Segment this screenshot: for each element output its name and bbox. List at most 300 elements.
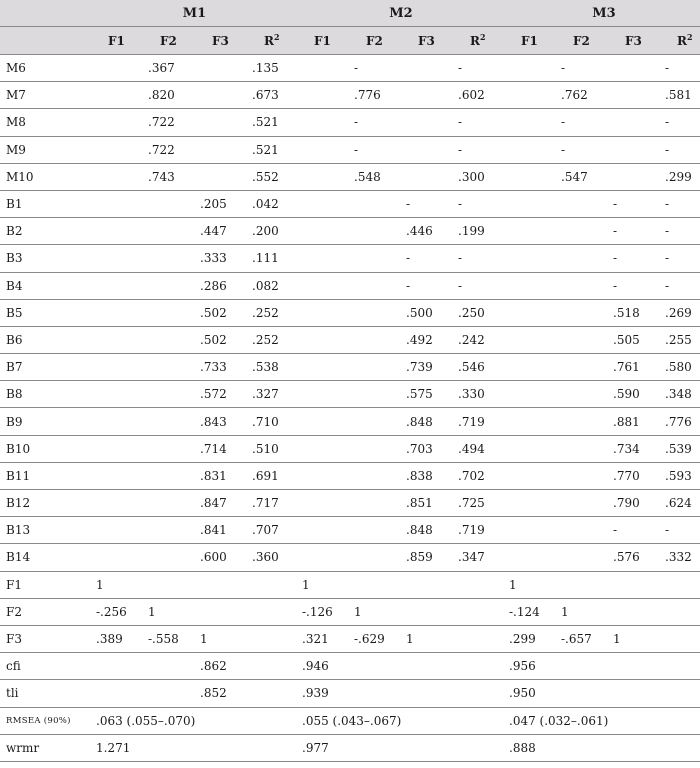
- table-row: [0, 218, 700, 245]
- table-cell: .702: [450, 462, 501, 489]
- table-cell: [501, 136, 553, 163]
- table-cell: .348: [657, 381, 700, 408]
- table-cell: [346, 272, 398, 299]
- table-cell: .739: [398, 354, 450, 381]
- table-cell: .572: [192, 381, 244, 408]
- table-cell: .776: [657, 408, 700, 435]
- table-cell: [553, 571, 605, 598]
- table-cell: [140, 435, 192, 462]
- row-label: F3: [0, 625, 88, 652]
- table-cell: -.558: [140, 625, 192, 652]
- table-cell: [346, 408, 398, 435]
- table-cell: [398, 55, 450, 82]
- table-cell: .762: [553, 82, 605, 109]
- table-cell: [346, 381, 398, 408]
- table-cell: [294, 136, 346, 163]
- fit-value: [140, 653, 192, 680]
- table-cell: -: [450, 190, 501, 217]
- table-cell: [192, 55, 244, 82]
- table-cell: [192, 109, 244, 136]
- table-cell: [294, 462, 346, 489]
- table-cell: [501, 109, 553, 136]
- table-cell: .841: [192, 517, 244, 544]
- fit-value: .946: [294, 653, 501, 680]
- table-cell: [88, 490, 140, 517]
- table-cell: [501, 55, 553, 82]
- table-cell: .367: [140, 55, 192, 82]
- table-cell: [244, 598, 294, 625]
- table-cell: .327: [244, 381, 294, 408]
- table-cell: [140, 544, 192, 571]
- table-cell: [605, 136, 657, 163]
- table-cell: -: [450, 55, 501, 82]
- table-cell: .111: [244, 245, 294, 272]
- fit-row: [0, 734, 700, 761]
- table-cell: [88, 163, 140, 190]
- column-header-row: [0, 27, 700, 55]
- table-cell: .333: [192, 245, 244, 272]
- table-row: [0, 408, 700, 435]
- table-cell: [192, 598, 244, 625]
- table-cell: .042: [244, 190, 294, 217]
- superscript: 2: [686, 31, 693, 42]
- table-cell: .848: [398, 517, 450, 544]
- superscript: 2: [479, 31, 486, 42]
- row-label: B14: [0, 544, 88, 571]
- table-cell: -: [346, 55, 398, 82]
- row-label: B13: [0, 517, 88, 544]
- table-cell: .500: [398, 299, 450, 326]
- table-cell: .761: [605, 354, 657, 381]
- fit-row: [0, 653, 700, 680]
- table-cell: [88, 272, 140, 299]
- fit-value: .977: [294, 734, 501, 761]
- table-cell: [88, 82, 140, 109]
- table-cell: .820: [140, 82, 192, 109]
- table-cell: [88, 326, 140, 353]
- table-cell: [140, 517, 192, 544]
- table-cell: 1: [192, 625, 244, 652]
- row-label: B1: [0, 190, 88, 217]
- table-cell: [140, 462, 192, 489]
- fit-value: .055 (.043–.067): [294, 707, 501, 734]
- table-cell: [88, 435, 140, 462]
- table-cell: [501, 82, 553, 109]
- row-label: M10: [0, 163, 88, 190]
- table-cell: .624: [657, 490, 700, 517]
- row-label: B3: [0, 245, 88, 272]
- table-cell: .734: [605, 435, 657, 462]
- table-cell: [294, 408, 346, 435]
- table-row: [0, 272, 700, 299]
- table-cell: [88, 299, 140, 326]
- table-cell: [346, 517, 398, 544]
- table-cell: [553, 381, 605, 408]
- table-cell: 1: [140, 598, 192, 625]
- table-cell: .360: [244, 544, 294, 571]
- row-label: B8: [0, 381, 88, 408]
- table-cell: -: [346, 136, 398, 163]
- table-row: [0, 190, 700, 217]
- row-label: B7: [0, 354, 88, 381]
- table-cell: [501, 517, 553, 544]
- table-cell: 1: [605, 625, 657, 652]
- table-row: [0, 55, 700, 82]
- table-cell: .252: [244, 299, 294, 326]
- row-label: B5: [0, 299, 88, 326]
- table-cell: .547: [553, 163, 605, 190]
- table-cell: [346, 218, 398, 245]
- column-header-f3: F3: [398, 27, 450, 55]
- table-cell: [88, 136, 140, 163]
- table-cell: [553, 299, 605, 326]
- table-cell: [294, 517, 346, 544]
- table-cell: [294, 490, 346, 517]
- row-label: M9: [0, 136, 88, 163]
- table-cell: .717: [244, 490, 294, 517]
- table-cell: [294, 55, 346, 82]
- table-cell: -.124: [501, 598, 553, 625]
- table-row: [0, 462, 700, 489]
- row-label: B4: [0, 272, 88, 299]
- table-cell: [501, 272, 553, 299]
- column-header-r: $R^2$: [244, 27, 294, 55]
- table-cell: 1: [398, 625, 450, 652]
- table-cell: .389: [88, 625, 140, 652]
- table-cell: [450, 598, 501, 625]
- row-label: M8: [0, 109, 88, 136]
- table-cell: [294, 163, 346, 190]
- table-cell: -: [450, 272, 501, 299]
- table-cell: .332: [657, 544, 700, 571]
- table-cell: [553, 408, 605, 435]
- table-cell: -: [398, 272, 450, 299]
- fit-row: [0, 707, 700, 734]
- table-cell: [346, 326, 398, 353]
- table-cell: [88, 462, 140, 489]
- row-label: B12: [0, 490, 88, 517]
- table-cell: [398, 598, 450, 625]
- row-label: B9: [0, 408, 88, 435]
- group-header-m1: M1: [88, 0, 294, 27]
- table-cell: -: [605, 517, 657, 544]
- table-cell: .838: [398, 462, 450, 489]
- table-cell: -: [657, 109, 700, 136]
- table-cell: .790: [605, 490, 657, 517]
- table-cell: .600: [192, 544, 244, 571]
- fit-value: .852: [192, 680, 294, 707]
- table-cell: .199: [450, 218, 501, 245]
- table-row: [0, 625, 700, 652]
- table-cell: .593: [657, 462, 700, 489]
- table-cell: -: [398, 190, 450, 217]
- table-cell: [501, 326, 553, 353]
- table-cell: .719: [450, 408, 501, 435]
- table-cell: [140, 299, 192, 326]
- table-cell: [553, 326, 605, 353]
- superscript: 2: [273, 31, 280, 42]
- table-cell: .521: [244, 109, 294, 136]
- table-cell: [346, 245, 398, 272]
- table-cell: .205: [192, 190, 244, 217]
- row-label: B11: [0, 462, 88, 489]
- table-cell: .843: [192, 408, 244, 435]
- row-label: B6: [0, 326, 88, 353]
- fit-value: [140, 734, 192, 761]
- table-cell: .776: [346, 82, 398, 109]
- fit-value: [88, 680, 140, 707]
- table-cell: .707: [244, 517, 294, 544]
- fit-value: [140, 680, 192, 707]
- table-cell: [294, 544, 346, 571]
- table-cell: .447: [192, 218, 244, 245]
- table-cell: -: [605, 272, 657, 299]
- table-cell: [294, 381, 346, 408]
- table-cell: [346, 544, 398, 571]
- table-cell: .546: [450, 354, 501, 381]
- table-cell: .581: [657, 82, 700, 109]
- table-row: [0, 598, 700, 625]
- row-label: cfi: [0, 653, 88, 680]
- table-cell: [88, 408, 140, 435]
- table-cell: [553, 354, 605, 381]
- table-cell: .859: [398, 544, 450, 571]
- table-cell: .135: [244, 55, 294, 82]
- table-cell: -: [657, 245, 700, 272]
- table-cell: .847: [192, 490, 244, 517]
- table-cell: [501, 462, 553, 489]
- table-cell: -: [450, 245, 501, 272]
- table-cell: [398, 109, 450, 136]
- table-cell: [88, 218, 140, 245]
- table-cell: 1: [346, 598, 398, 625]
- table-row: [0, 490, 700, 517]
- table-cell: [294, 272, 346, 299]
- table-cell: [140, 190, 192, 217]
- table-cell: 1: [88, 571, 140, 598]
- table-cell: .510: [244, 435, 294, 462]
- table-cell: .300: [450, 163, 501, 190]
- table-cell: [398, 163, 450, 190]
- table-cell: [346, 571, 398, 598]
- table-cell: .722: [140, 109, 192, 136]
- table-cell: -: [657, 136, 700, 163]
- table-cell: [88, 381, 140, 408]
- table-cell: [605, 109, 657, 136]
- table-cell: .286: [192, 272, 244, 299]
- table-cell: [657, 598, 700, 625]
- table-row: [0, 571, 700, 598]
- row-label: RMSEA (90%): [0, 707, 88, 734]
- fit-value: .956: [501, 653, 700, 680]
- table-cell: .673: [244, 82, 294, 109]
- table-row: [0, 82, 700, 109]
- table-row: [0, 381, 700, 408]
- column-header-f1: F1: [88, 27, 140, 55]
- table-cell: .494: [450, 435, 501, 462]
- table-cell: .492: [398, 326, 450, 353]
- table-cell: [192, 571, 244, 598]
- table-cell: [501, 490, 553, 517]
- table-cell: [450, 625, 501, 652]
- table-cell: [501, 435, 553, 462]
- table-cell: -.126: [294, 598, 346, 625]
- fit-value: [88, 653, 140, 680]
- table-cell: .733: [192, 354, 244, 381]
- fit-row: [0, 680, 700, 707]
- table-cell: [346, 490, 398, 517]
- table-cell: [657, 625, 700, 652]
- table-cell: .851: [398, 490, 450, 517]
- row-label: wrmr: [0, 734, 88, 761]
- table-cell: [88, 109, 140, 136]
- table-cell: .539: [657, 435, 700, 462]
- column-header-f2: F2: [140, 27, 192, 55]
- row-label: F2: [0, 598, 88, 625]
- table-cell: .082: [244, 272, 294, 299]
- group-header-m3: M3: [501, 0, 700, 27]
- fit-value: .862: [192, 653, 294, 680]
- column-header-f3: F3: [192, 27, 244, 55]
- table-cell: [88, 544, 140, 571]
- table-cell: -: [346, 109, 398, 136]
- table-row: [0, 435, 700, 462]
- table-cell: [501, 218, 553, 245]
- table-cell: .703: [398, 435, 450, 462]
- table-cell: -.657: [553, 625, 605, 652]
- table-cell: [553, 218, 605, 245]
- table-row: [0, 163, 700, 190]
- table-cell: .299: [657, 163, 700, 190]
- table-cell: -: [553, 109, 605, 136]
- table-cell: .848: [398, 408, 450, 435]
- table-row: [0, 326, 700, 353]
- table-cell: .881: [605, 408, 657, 435]
- table-cell: .602: [450, 82, 501, 109]
- table-cell: [140, 354, 192, 381]
- table-cell: .502: [192, 299, 244, 326]
- table-cell: [553, 245, 605, 272]
- fit-value: .888: [501, 734, 700, 761]
- fit-value: .939: [294, 680, 501, 707]
- row-label-header: [0, 27, 88, 55]
- table-cell: [605, 55, 657, 82]
- table-cell: -: [657, 190, 700, 217]
- table-cell: [450, 571, 501, 598]
- table-cell: .252: [244, 326, 294, 353]
- column-header-f2: F2: [346, 27, 398, 55]
- table-cell: [501, 354, 553, 381]
- corner-cell: [0, 0, 88, 27]
- table-cell: [346, 190, 398, 217]
- row-label: M6: [0, 55, 88, 82]
- table-cell: [192, 82, 244, 109]
- table-cell: .575: [398, 381, 450, 408]
- table-row: [0, 245, 700, 272]
- table-cell: -: [605, 245, 657, 272]
- row-label: B10: [0, 435, 88, 462]
- table-cell: .770: [605, 462, 657, 489]
- table-cell: [294, 190, 346, 217]
- table-cell: [346, 462, 398, 489]
- table-cell: .743: [140, 163, 192, 190]
- table-cell: .347: [450, 544, 501, 571]
- table-cell: [244, 571, 294, 598]
- table-cell: [398, 571, 450, 598]
- table-cell: .505: [605, 326, 657, 353]
- table-cell: .580: [657, 354, 700, 381]
- table-cell: [501, 245, 553, 272]
- table-cell: -: [657, 218, 700, 245]
- row-label: B2: [0, 218, 88, 245]
- table-row: [0, 136, 700, 163]
- table-cell: [294, 245, 346, 272]
- table-cell: .269: [657, 299, 700, 326]
- table-cell: [140, 381, 192, 408]
- table-cell: -.629: [346, 625, 398, 652]
- table-row: [0, 299, 700, 326]
- column-header-r: $R^2$: [657, 27, 700, 55]
- table-cell: [553, 190, 605, 217]
- fit-value: .063 (.055–.070): [88, 707, 140, 734]
- table-cell: [553, 490, 605, 517]
- table-cell: .330: [450, 381, 501, 408]
- table-row: [0, 354, 700, 381]
- table-cell: [553, 517, 605, 544]
- table-header: [0, 0, 700, 55]
- table-cell: -: [657, 517, 700, 544]
- table-cell: [140, 408, 192, 435]
- table-cell: .719: [450, 517, 501, 544]
- table-cell: [140, 571, 192, 598]
- table-cell: [140, 272, 192, 299]
- table-cell: .521: [244, 136, 294, 163]
- table-cell: -: [553, 55, 605, 82]
- group-header-m2: M2: [294, 0, 501, 27]
- fit-value: 1.271: [88, 734, 140, 761]
- table-cell: [346, 354, 398, 381]
- table-cell: -.256: [88, 598, 140, 625]
- table-cell: [398, 136, 450, 163]
- table-cell: [88, 190, 140, 217]
- table-cell: .299: [501, 625, 553, 652]
- table-cell: [88, 354, 140, 381]
- table-cell: [501, 544, 553, 571]
- column-header-f3: F3: [605, 27, 657, 55]
- table-cell: .538: [244, 354, 294, 381]
- table-cell: -: [605, 218, 657, 245]
- table-cell: [192, 136, 244, 163]
- table-cell: .590: [605, 381, 657, 408]
- table-cell: [501, 190, 553, 217]
- table-cell: .250: [450, 299, 501, 326]
- table-cell: [244, 625, 294, 652]
- table-cell: 1: [294, 571, 346, 598]
- table-row: [0, 544, 700, 571]
- table-cell: .255: [657, 326, 700, 353]
- table-cell: 1: [501, 571, 553, 598]
- column-header-r: $R^2$: [450, 27, 501, 55]
- column-header-f1: F1: [294, 27, 346, 55]
- table-cell: [553, 544, 605, 571]
- table-body: [0, 55, 700, 762]
- table-row: [0, 109, 700, 136]
- table-cell: -: [553, 136, 605, 163]
- row-label: M7: [0, 82, 88, 109]
- table-cell: .200: [244, 218, 294, 245]
- table-cell: -: [657, 55, 700, 82]
- table-cell: [398, 82, 450, 109]
